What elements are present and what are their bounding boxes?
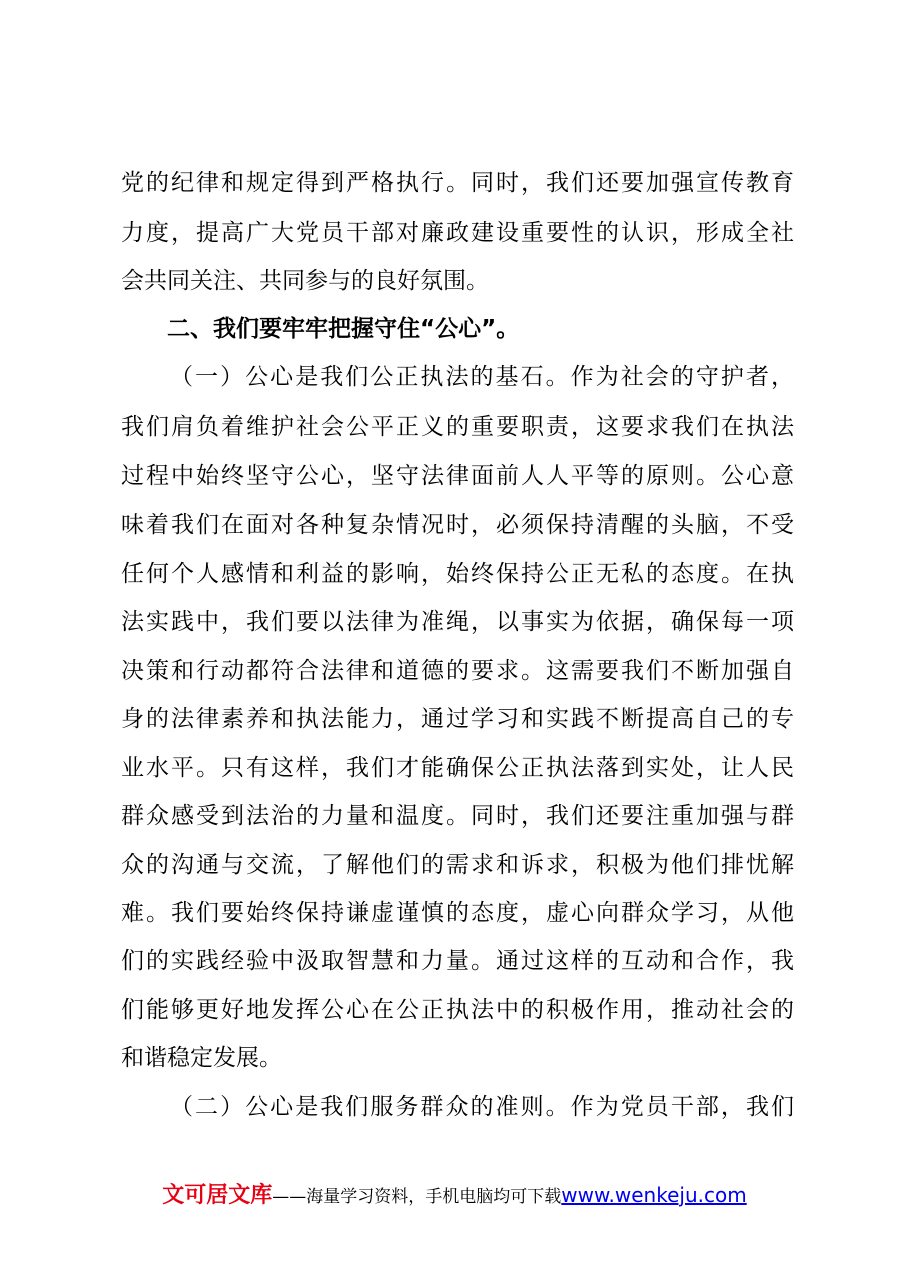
footer-url-link[interactable]: www.wenkeju.com: [561, 1183, 747, 1207]
footer-brand: 文可居文库: [162, 1183, 273, 1208]
body-text-line: 味着我们在面对各种复杂情况时，必须保持清醒的头脑，不受: [121, 512, 794, 538]
body-text-line: 众的沟通与交流，了解他们的需求和诉求，积极为他们排忧解: [121, 852, 794, 878]
body-text-line: 们的实践经验中汲取智慧和力量。通过这样的互动和合作，我: [121, 948, 794, 974]
body-text-line: 群众感受到法治的力量和温度。同时，我们还要注重加强与群: [121, 803, 794, 829]
body-text-line: 过程中始终坚守公心，坚守法律面前人人平等的原则。公心意: [121, 463, 794, 489]
paragraph-first-line: （二）公心是我们服务群众的准则。作为党员干部，我们: [170, 1094, 794, 1120]
footer-banner: [0, 1182, 909, 1210]
footer-description: ——海量学习资料，手机电脑均可下载: [272, 1187, 562, 1207]
body-text-line: 党的纪律和规定得到严格执行。同时，我们还要加强宣传教育: [121, 170, 794, 196]
body-text-line: 们能够更好地发挥公心在公正执法中的积极作用，推动社会的: [121, 997, 794, 1023]
body-text-line: 我们肩负着维护社会公平正义的重要职责，这要求我们在执法: [121, 414, 794, 440]
body-text-line: 会共同关注、共同参与的良好氛围。: [121, 268, 489, 294]
body-text-line: 和谐稳定发展。: [121, 1045, 282, 1071]
body-text-line: 身的法律素养和执法能力，通过学习和实践不断提高自己的专: [121, 706, 794, 732]
body-text-line: 决策和行动都符合法律和道德的要求。这需要我们不断加强自: [121, 658, 794, 684]
section-heading: 二、我们要牢牢把握守住“公心”。: [167, 316, 520, 342]
body-text-line: 难。我们要始终保持谦虚谨慎的态度，虚心向群众学习，从他: [121, 900, 794, 926]
body-text-line: 任何个人感情和利益的影响，始终保持公正无私的态度。在执: [121, 561, 794, 587]
body-text-line: 业水平。只有这样，我们才能确保公正执法落到实处，让人民: [121, 755, 794, 781]
body-text-line: 力度，提高广大党员干部对廉政建设重要性的认识，形成全社: [121, 220, 794, 246]
body-text-line: 法实践中，我们要以法律为准绳，以事实为依据，确保每一项: [121, 609, 794, 635]
paragraph-first-line: （一）公心是我们公正执法的基石。作为社会的守护者，: [170, 364, 794, 390]
